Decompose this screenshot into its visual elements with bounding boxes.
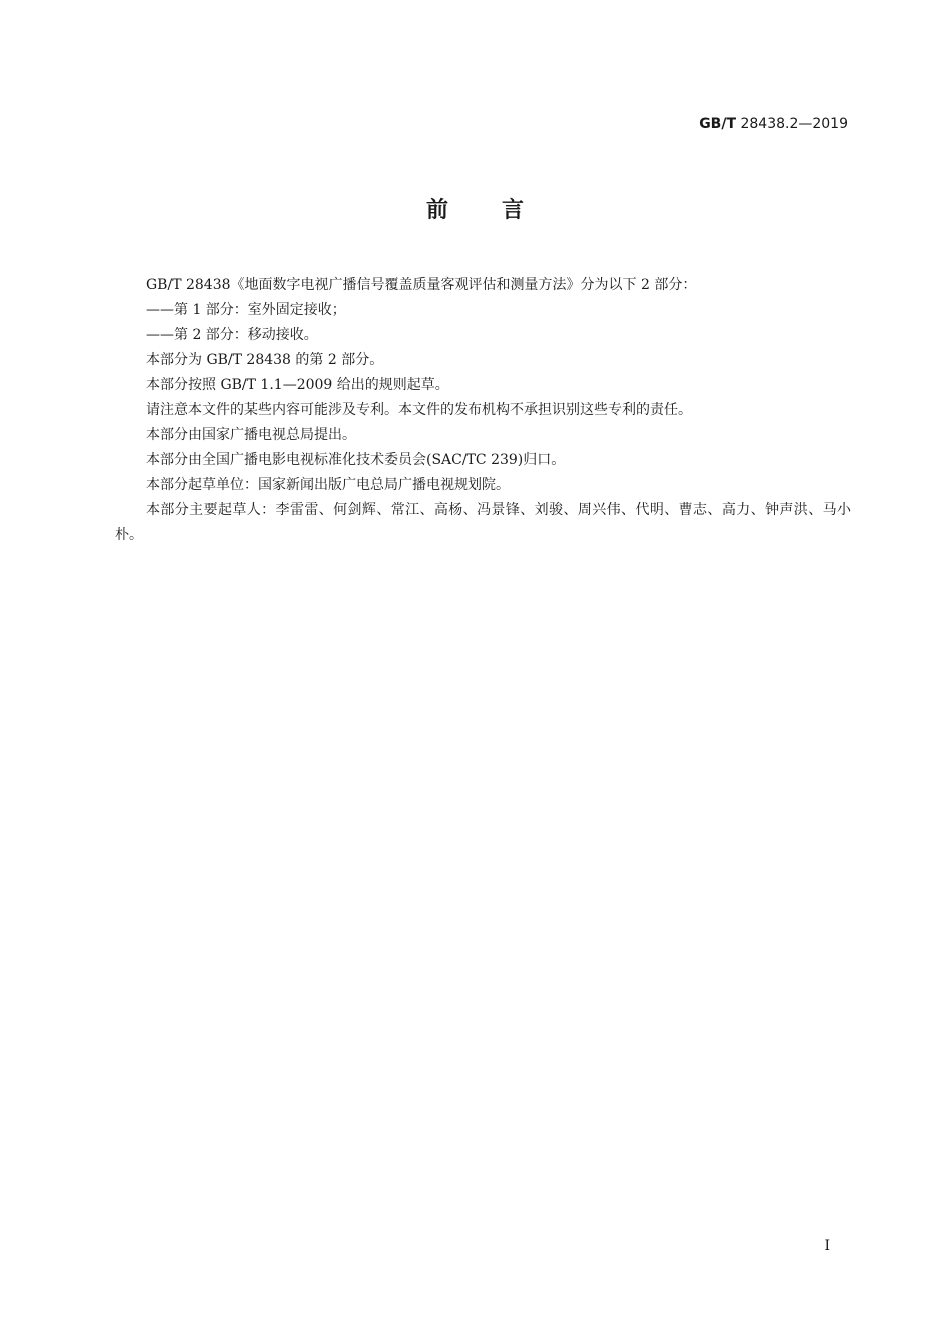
paragraph-drafting-unit: 本部分起草单位：国家新闻出版广电总局广播电视规划院。: [146, 477, 510, 493]
paragraph-proposed-by: 本部分由国家广播电视总局提出。: [146, 427, 356, 443]
paragraph-administered-by: 本部分由全国广播电影电视标准化技术委员会(SAC/TC 239)归口。: [146, 452, 566, 468]
foreword-body: [115, 273, 851, 548]
standard-number: [699, 114, 848, 134]
paragraph-part-1: ——第 1 部分：室外固定接收；: [146, 302, 346, 318]
paragraph-drafters: 本部分主要起草人：李雷雷、何剑辉、常江、高杨、冯景锋、刘骏、周兴伟、代明、曹志、高力、钟声洪、马小朴。: [115, 502, 851, 543]
standard-prefix: GB/T: [699, 116, 737, 132]
standard-code: 28438.2—2019: [740, 116, 848, 132]
paragraph-patent-notice: 请注意本文件的某些内容可能涉及专利。本文件的发布机构不承担识别这些专利的责任。: [146, 402, 692, 418]
page-number: I: [824, 1238, 830, 1254]
paragraph-this-part: 本部分为 GB/T 28438 的第 2 部分。: [146, 352, 384, 368]
paragraph-series-intro: GB/T 28438《地面数字电视广播信号覆盖质量客观评估和测量方法》分为以下 2 部分：: [146, 277, 697, 293]
paragraph-drafting-rules: 本部分按照 GB/T 1.1—2009 给出的规则起草。: [146, 377, 449, 393]
page-title: 前言: [425, 198, 578, 223]
paragraph-part-2: ——第 2 部分：移动接收。: [146, 327, 318, 343]
